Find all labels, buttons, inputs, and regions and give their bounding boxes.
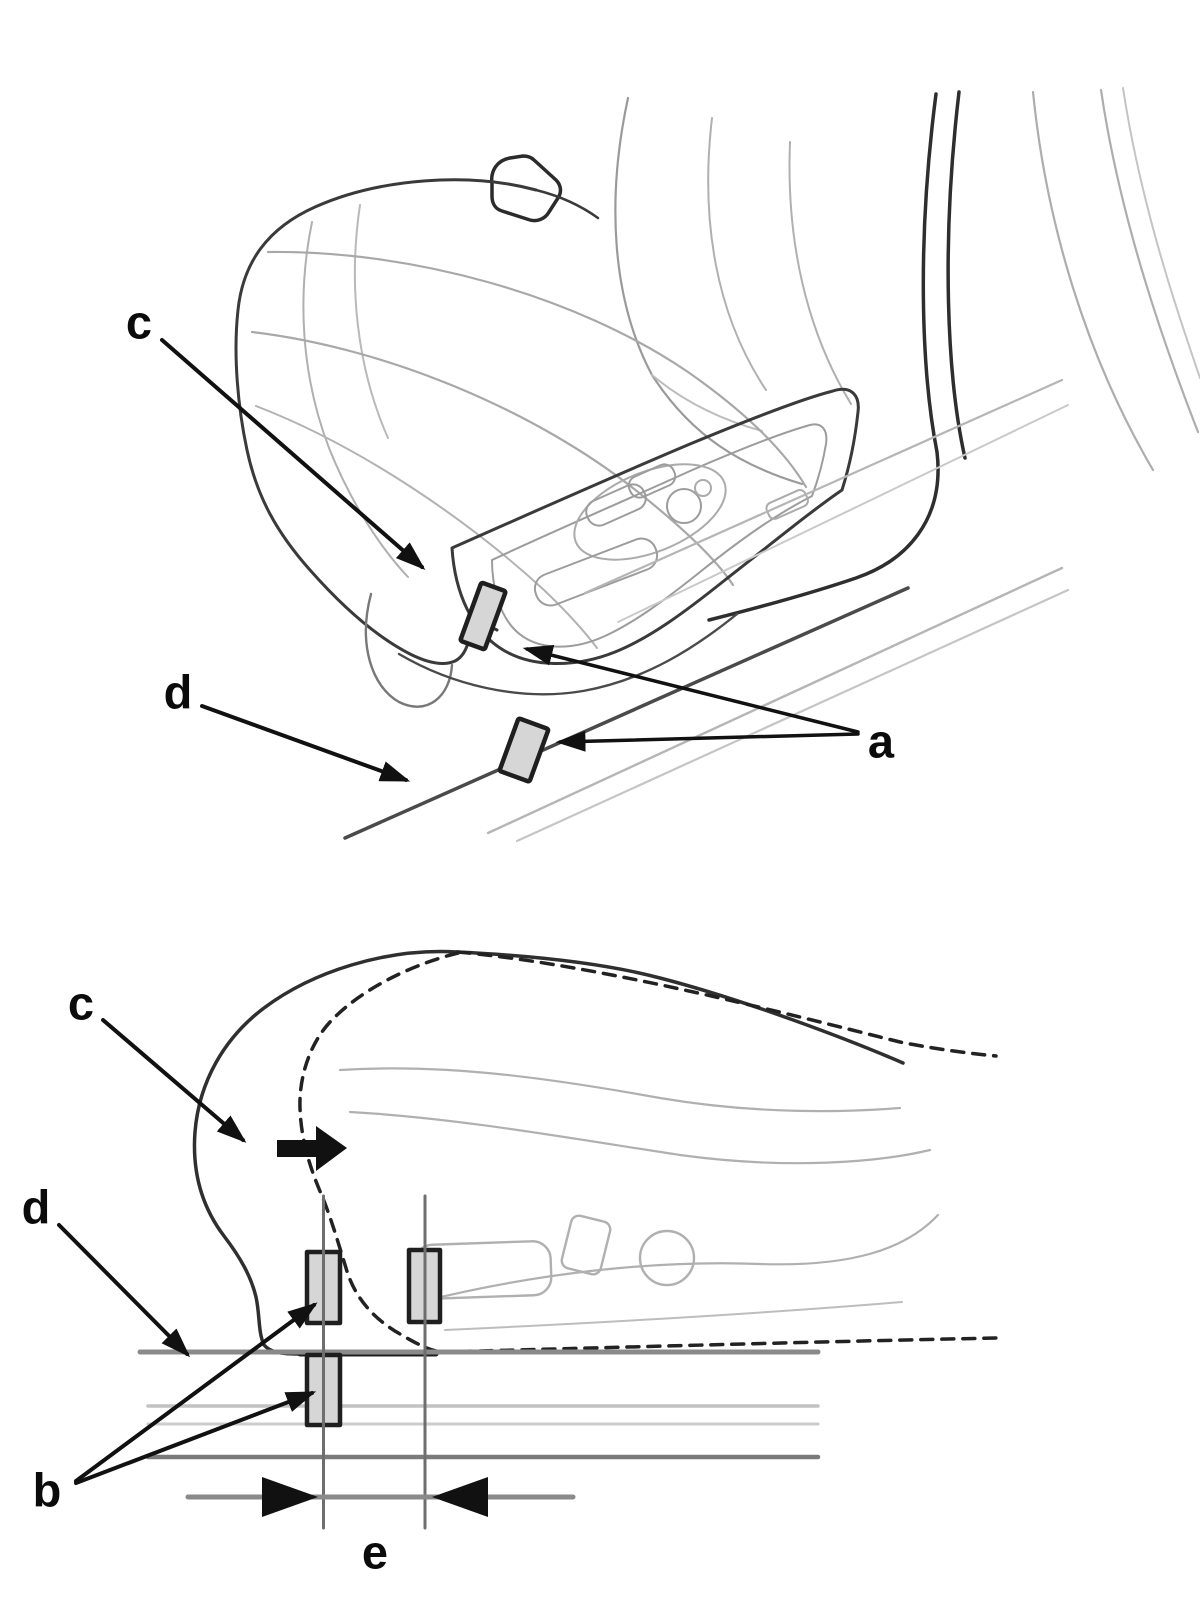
seat-shifted-dashed-outline (300, 952, 996, 1352)
bottom-figure (59, 952, 996, 1528)
floor-lines (140, 1352, 818, 1457)
cushion-top-right (536, 190, 598, 218)
label-e: e (361, 1525, 389, 1579)
label-c-bottom: c (67, 976, 95, 1030)
pillar-line-dark-2 (948, 92, 965, 458)
door-sill-lines (345, 380, 1068, 841)
callout-arrow-b-1 (76, 1305, 314, 1481)
callout-arrow-c-bottom (103, 1020, 243, 1140)
label-d-top: d (163, 665, 193, 719)
callout-arrow-a-1 (527, 649, 858, 732)
label-d-bottom: d (21, 1180, 51, 1234)
switch-knob (667, 489, 701, 523)
callout-arrows-bottom (59, 1020, 314, 1483)
sill-striker (765, 488, 810, 521)
tape-markers (307, 1250, 440, 1425)
movement-arrow (277, 1126, 347, 1171)
cushion-seam-1 (268, 252, 806, 487)
panel-seam-lower (420, 1215, 938, 1302)
label-b: b (32, 1463, 62, 1517)
trim-panel-outer (452, 389, 858, 663)
dimension-e (188, 1477, 573, 1517)
trim-pocket (531, 534, 662, 610)
tape-marker-seat-trim (460, 582, 506, 649)
dimension-arrowhead-right (432, 1477, 488, 1517)
panel-knob (640, 1231, 694, 1285)
callout-arrow-c-top (162, 340, 422, 567)
callout-arrow-d-bottom (59, 1225, 187, 1354)
top-figure (162, 88, 1200, 841)
seat-top-outline (457, 952, 903, 1063)
seat-back-pleat-2 (790, 142, 851, 404)
dashed-top-edge (458, 952, 996, 1056)
sill-line-upper-2 (618, 405, 1068, 622)
panel-seam-2 (350, 1112, 930, 1163)
seat-back-pleat-1 (708, 118, 766, 390)
switch-knob-small (695, 480, 711, 496)
label-c-top: c (125, 295, 153, 349)
door-frame-lines (709, 88, 1200, 620)
tape-marker-floor (499, 718, 548, 782)
seat-side-trim-panel (452, 389, 858, 663)
door-line-2 (1101, 90, 1198, 432)
cushion-front-flap (366, 594, 452, 707)
pillar-line-dark-1 (709, 94, 938, 620)
cushion-seam-3 (256, 406, 597, 648)
label-a: a (867, 714, 895, 768)
panel-switch (560, 1214, 612, 1276)
sill-line-lower-1 (488, 568, 1062, 833)
dimension-arrowhead-left (262, 1477, 318, 1517)
callout-arrow-d-top (202, 706, 406, 780)
callout-arrow-a-2 (560, 734, 858, 742)
panel-underline (445, 1302, 902, 1330)
panel-seam-1 (340, 1068, 900, 1111)
cushion-pleat-2 (355, 205, 388, 438)
